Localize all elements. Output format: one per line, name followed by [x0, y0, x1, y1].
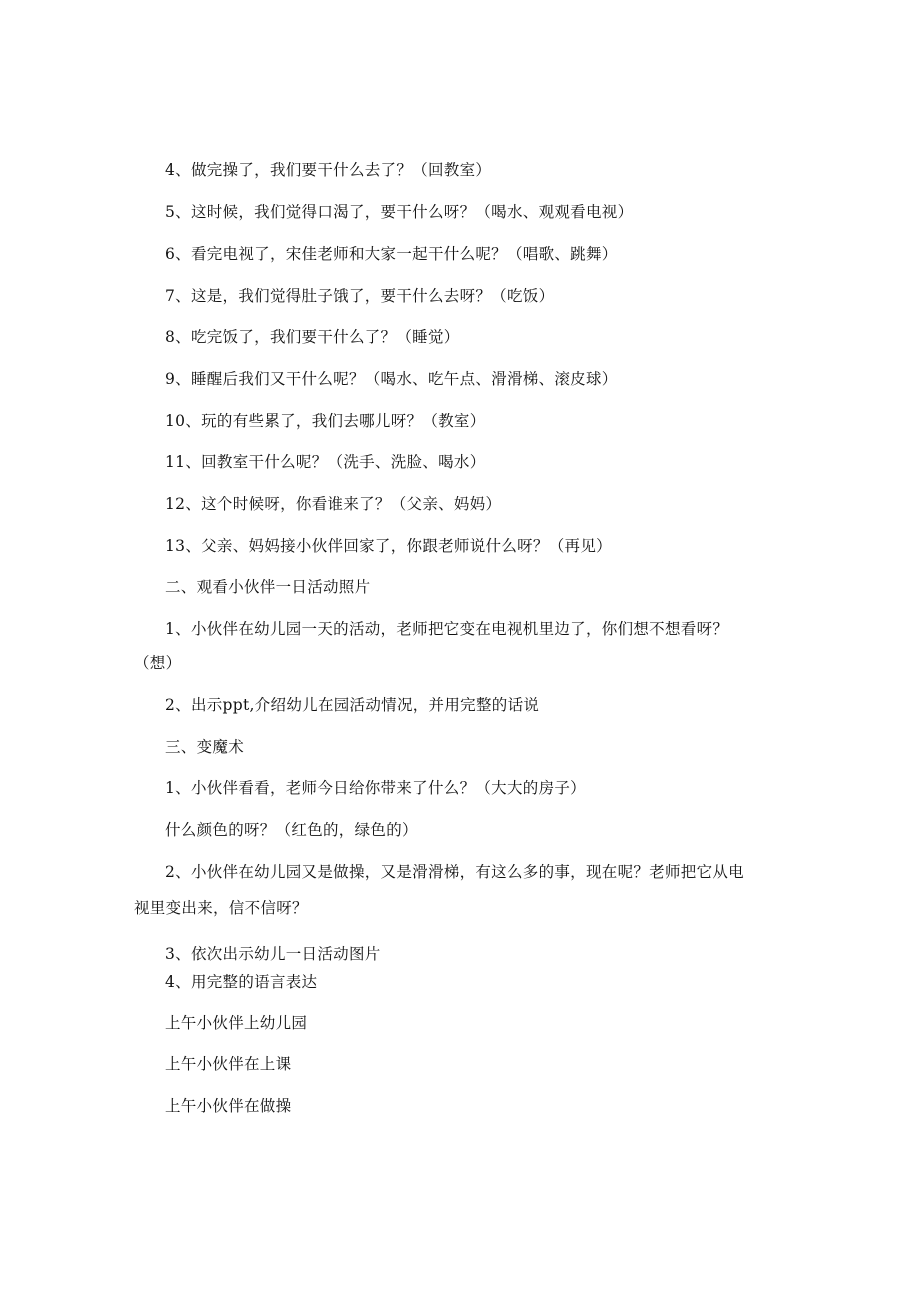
paragraph-line: 视里变出来，信不信呀？ — [134, 899, 308, 917]
paragraph-line: 4、做完操了，我们要干什么去了？（回教室） — [165, 161, 492, 179]
paragraph-line: 13、父亲、妈妈接小伙伴回家了，你跟老师说什么呀？（再见） — [165, 537, 612, 555]
paragraph-line: 2、小伙伴在幼儿园又是做操，又是滑滑梯，有这么多的事，现在呢？老师把它从电 — [165, 863, 744, 881]
paragraph-line: 9、睡醒后我们又干什么呢？（喝水、吃午点、滑滑梯、滚皮球） — [165, 370, 618, 388]
paragraph-line: 上午小伙伴在做操 — [165, 1097, 292, 1115]
paragraph-line: 3、依次出示幼儿一日活动图片 — [165, 945, 381, 963]
paragraph-line: 4、用完整的语言表达 — [165, 973, 318, 991]
paragraph-line: 10、玩的有些累了，我们去哪儿呀？（教室） — [165, 412, 486, 430]
paragraph-line: 上午小伙伴上幼儿园 — [165, 1014, 308, 1032]
paragraph-line: 5、这时候，我们觉得口渴了，要干什么呀？（喝水、观观看电视） — [165, 203, 634, 221]
paragraph-line: 2、出示ppt,介绍幼儿在园活动情况，并用完整的话说 — [165, 696, 540, 714]
paragraph-line: 7、这是，我们觉得肚子饿了，要干什么去呀？（吃饭） — [165, 287, 555, 305]
section-heading: 二、观看小伙伴一日活动照片 — [165, 578, 371, 596]
paragraph-line: 8、吃完饭了，我们要干什么了？（睡觉） — [165, 328, 460, 346]
paragraph-line: 11、回教室干什么呢？（洗手、洗脸、喝水） — [165, 453, 486, 471]
paragraph-line: 12、这个时候呀，你看谁来了？（父亲、妈妈） — [165, 495, 502, 513]
paragraph-line: 1、小伙伴看看，老师今日给你带来了什么？（大大的房子） — [165, 779, 586, 797]
section-heading: 三、变魔术 — [165, 738, 245, 756]
paragraph-line: 上午小伙伴在上课 — [165, 1055, 292, 1073]
paragraph-line: 6、看完电视了，宋佳老师和大家一起干什么呢？（唱歌、跳舞） — [165, 245, 618, 263]
paragraph-line: 1、小伙伴在幼儿园一天的活动，老师把它变在电视机里边了，你们想不想看呀？ — [165, 620, 729, 638]
paragraph-line: （想） — [134, 654, 182, 672]
paragraph-line: 什么颜色的呀？（红色的，绿色的） — [165, 821, 418, 839]
